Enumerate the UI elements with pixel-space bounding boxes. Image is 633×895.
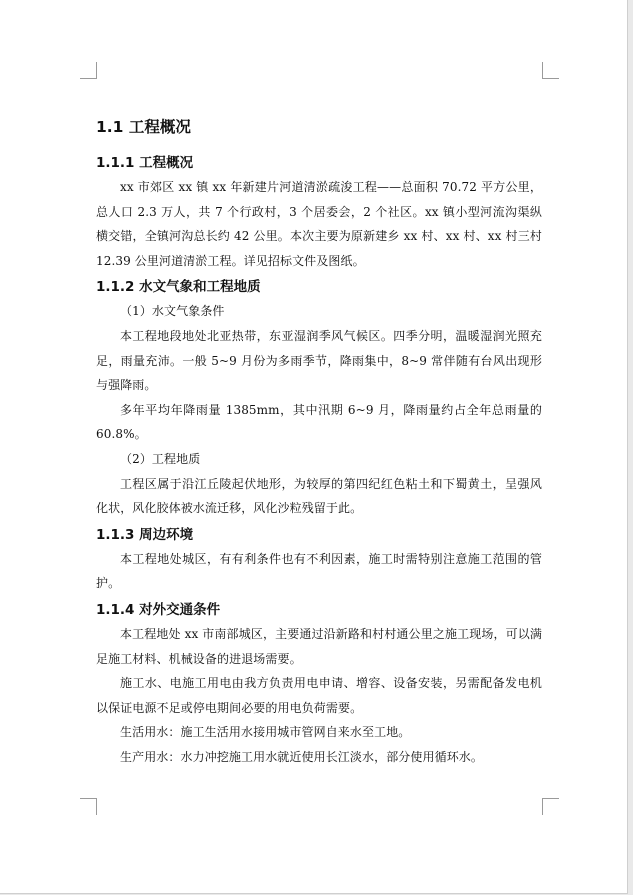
subheading: （2）工程地质 — [120, 451, 201, 466]
section-number: 1.1.4 — [96, 601, 135, 618]
section-title: 水文气象和工程地质 — [139, 279, 261, 296]
paragraph: 生产用水：水力冲挖施工用水就近使用长江淡水，部分使用循环水。 — [120, 749, 484, 764]
margin-corner-mark-top-right — [542, 62, 559, 79]
subheading: （1）水文气象条件 — [120, 304, 225, 319]
margin-corner-mark-bottom-left — [80, 798, 97, 815]
section-title: 工程概况 — [139, 155, 194, 171]
paragraph: 生活用水：施工生活用水接用城市管网自来水至工地。 — [120, 725, 411, 740]
paragraph: 施工水、电施工用电由我方负责用电申请、增容、设备安装，另需配备发电机以保证电源不足或停电期间必要的用电负荷需要。 — [96, 676, 542, 715]
section-title: 对外交通条件 — [139, 601, 221, 618]
section-heading — [96, 275, 542, 299]
paragraph: 本工程地段地处北亚热带，东亚湿润季风气候区。四季分明，温暖湿润光照充足，雨量充沛。一般 5~9 月份为多雨季节，降雨集中，8~9 常伴随有台风出现形与强降雨。 — [96, 328, 542, 393]
document-body — [96, 110, 542, 769]
section-title: 周边环境 — [139, 526, 194, 543]
paragraph: 工程区属于沿江丘陵起伏地形，为较厚的第四纪红色粘土和下蜀黄土，呈强风化状，风化胶体被水流迁移，风化沙粒残留于此。 — [96, 476, 542, 516]
section-number: 1.1.3 — [96, 526, 135, 543]
paragraph: 本工程地处城区，有有利条件也有不利因素，施工时需特别注意施工范围的管护。 — [96, 551, 542, 591]
margin-corner-mark-top-left — [80, 62, 97, 79]
chapter-heading: 1.1 工程概况 — [96, 118, 191, 136]
section-number: 1.1.2 — [96, 279, 135, 296]
section-heading — [96, 151, 542, 175]
paragraph: 多年平均年降雨量 1385mm，其中汛期 6~9 月，降雨量约占全年总雨量的 60.8%。 — [96, 402, 542, 442]
section-number: 1.1.1 — [96, 155, 135, 171]
section-heading — [96, 523, 542, 547]
paragraph: xx 市郊区 xx 镇 xx 年新建片河道清淤疏浚工程——总面积 70.72 平方公里，总人口 2.3 万人，共 7 个行政村，3 个居委会，2 个社区。xx 镇小型河流沟渠纵横交错，全镇河沟总长约 42 公里。本次主要为原新建乡 xx 村、xx 村、xx 村三村 12.39 公里河道清淤工程。详见招标文件及图纸。 — [96, 180, 542, 268]
paragraph: 本工程地处 xx 市南部城区，主要通过沿新路和村村通公里之施工现场，可以满足施工材料、机械设备的进退场需要。 — [96, 626, 542, 666]
margin-corner-mark-bottom-right — [542, 798, 559, 815]
section-heading — [96, 598, 542, 622]
